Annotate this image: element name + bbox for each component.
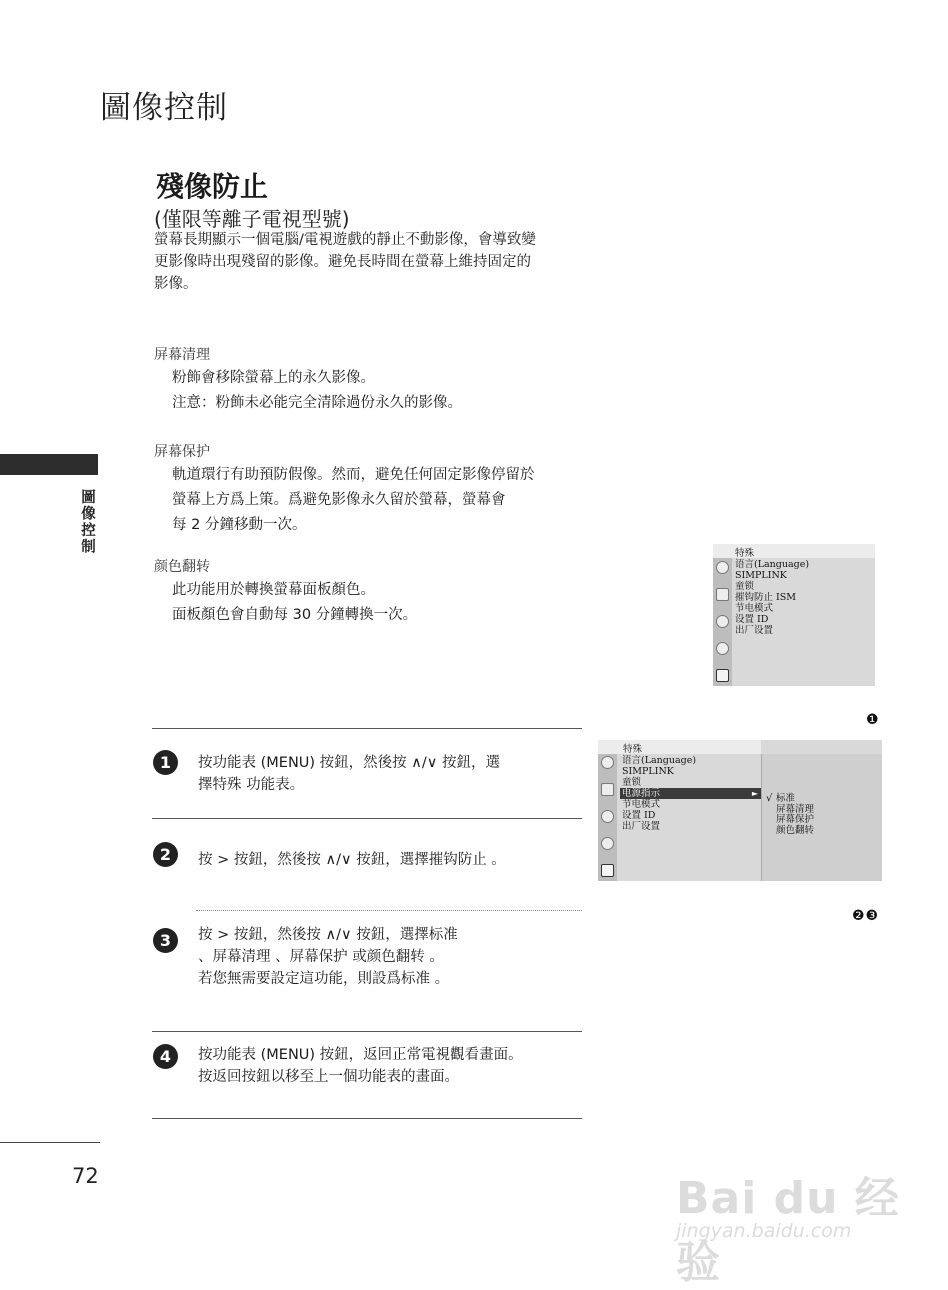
step-2-badge: 2 bbox=[153, 842, 178, 867]
step-2-text bbox=[198, 849, 506, 871]
osd-sub-item: 屏幕保护 bbox=[776, 814, 815, 825]
feature-label-color-invert: 颜色翻转 bbox=[154, 559, 210, 575]
osd-item: SIMPLINK bbox=[622, 766, 674, 777]
osd-item: 出厂设置 bbox=[735, 625, 774, 636]
osd-item: 童锁 bbox=[622, 777, 642, 788]
feature-label-screen-clean: 屏幕清理 bbox=[154, 347, 210, 363]
divider bbox=[152, 818, 582, 819]
osd-item-highlighted bbox=[620, 788, 762, 799]
feature-line: 注意：粉飾未必能完全清除過份永久的影像。 bbox=[172, 395, 462, 411]
osd-submenu bbox=[761, 754, 882, 881]
osd-sub-item: 屏幕清理 bbox=[776, 803, 815, 815]
section-subtitle: (僅限等離子電視型號) bbox=[154, 207, 350, 231]
osd-item: 设置 ID bbox=[735, 614, 769, 625]
special-icon bbox=[601, 864, 614, 877]
osd-menu-2 bbox=[598, 740, 882, 881]
step-line: 擇特殊 功能表。 bbox=[198, 777, 305, 793]
osd-icon-column bbox=[598, 754, 617, 881]
section-intro bbox=[154, 229, 594, 295]
step-line: 按 > 按鈕，然後按 ∧/∨ 按鈕，選擇标准 bbox=[198, 927, 458, 943]
feature-desc-color-invert bbox=[172, 578, 417, 628]
osd-sub-items bbox=[766, 794, 814, 836]
osd-icon-column bbox=[713, 558, 732, 686]
step-line: 按 > 按鈕，然後按 ∧/∨ 按鈕，選擇摧钩防止 。 bbox=[198, 852, 506, 868]
screen-icon bbox=[601, 783, 614, 796]
footer-rule bbox=[0, 1142, 100, 1143]
picture-icon bbox=[716, 561, 729, 574]
step-line: 若您無需要設定這功能，則設爲标准 。 bbox=[198, 971, 450, 987]
clock-icon bbox=[716, 642, 729, 655]
osd-item: 摧钩防止 ISM bbox=[735, 592, 797, 603]
special-icon bbox=[716, 669, 729, 682]
step-line: 按功能表 (MENU) 按鈕，然後按 ∧/∨ 按鈕，選 bbox=[198, 755, 500, 771]
screen-icon bbox=[716, 588, 729, 601]
osd-header bbox=[598, 740, 761, 754]
osd2-caption: ❷❸ bbox=[852, 908, 880, 924]
picture-icon bbox=[601, 756, 614, 769]
step-line: 按返回按鈕以移至上一個功能表的畫面。 bbox=[198, 1069, 459, 1085]
settings-icon bbox=[716, 615, 729, 628]
step-4-badge: 4 bbox=[153, 1044, 178, 1069]
feature-line: 螢幕上方爲上策。爲避免影像永久留於螢幕，螢幕會 bbox=[172, 492, 506, 508]
watermark-logo: Bai du 经验 bbox=[676, 1173, 900, 1288]
intro-line: 螢幕長期顯示一個電腦/電視遊戲的靜止不動影像，會導致變 bbox=[154, 232, 536, 248]
osd-sub-item-selected bbox=[766, 794, 814, 805]
watermark bbox=[676, 1150, 926, 1288]
step-1-text bbox=[198, 752, 500, 796]
clock-icon bbox=[601, 837, 614, 850]
step-line: 、屏幕清理 、屏幕保护 或颜色翻转 。 bbox=[198, 949, 444, 965]
divider bbox=[152, 1118, 582, 1119]
step-3-badge: 3 bbox=[153, 928, 178, 953]
osd-item: 节电模式 bbox=[622, 799, 661, 810]
feature-desc-screen-clean bbox=[172, 366, 462, 416]
osd-item: SIMPLINK bbox=[735, 570, 787, 581]
osd-sub-label: 标准 bbox=[776, 793, 796, 804]
divider bbox=[152, 728, 582, 729]
side-tab-bar bbox=[0, 454, 98, 475]
osd-header bbox=[713, 544, 875, 558]
intro-line: 影像。 bbox=[154, 276, 198, 292]
page-title: 圖像控制 bbox=[100, 90, 228, 126]
feature-line: 面板顏色會自動每 30 分鐘轉換一次。 bbox=[172, 607, 418, 623]
side-tab-label: 圖像控制 bbox=[79, 489, 95, 555]
feature-line: 粉飾會移除螢幕上的永久影像。 bbox=[172, 370, 375, 386]
step-1-badge: 1 bbox=[153, 750, 178, 775]
osd-title: 特殊 bbox=[623, 744, 643, 755]
osd-items bbox=[735, 559, 809, 636]
osd-item-label: 电源指示 bbox=[622, 788, 661, 799]
page-number: 72 bbox=[72, 1164, 99, 1188]
feature-label-screen-protect: 屏幕保护 bbox=[154, 444, 210, 460]
step-4-text bbox=[198, 1044, 523, 1088]
osd-menu-1 bbox=[713, 544, 875, 686]
step-line: 按功能表 (MENU) 按鈕，返回正常電視觀看畫面。 bbox=[198, 1047, 523, 1063]
feature-desc-screen-protect bbox=[172, 463, 535, 538]
osd-item: 节电模式 bbox=[735, 603, 774, 614]
arrow-right-icon: ► bbox=[751, 789, 758, 798]
intro-line: 更影像時出現殘留的影像。避免長時間在螢幕上維持固定的 bbox=[154, 254, 531, 270]
osd-item: 语言(Language) bbox=[622, 755, 697, 766]
check-icon: √ bbox=[766, 793, 773, 804]
osd-item: 设置 ID bbox=[622, 810, 656, 821]
settings-icon bbox=[601, 810, 614, 823]
osd-item: 出厂设置 bbox=[622, 821, 661, 832]
osd1-caption: ❶ bbox=[866, 712, 880, 728]
feature-line: 每 2 分鐘移動一次。 bbox=[172, 517, 307, 533]
osd-item: 童锁 bbox=[735, 581, 755, 592]
osd-sub-item: 颜色翻转 bbox=[776, 824, 815, 836]
feature-line: 軌道環行有助預防假像。然而，避免任何固定影像停留於 bbox=[172, 467, 535, 483]
section-title: 殘像防止 bbox=[156, 170, 269, 203]
dotted-divider bbox=[196, 910, 582, 911]
feature-line: 此功能用於轉換螢幕面板顏色。 bbox=[172, 582, 375, 598]
osd-items bbox=[622, 755, 762, 832]
osd-title: 特殊 bbox=[735, 548, 755, 559]
step-3-text bbox=[198, 924, 458, 990]
watermark-url: jingyan.baidu.com bbox=[676, 1220, 852, 1242]
osd-item: 语言(Language) bbox=[735, 559, 810, 570]
divider bbox=[152, 1031, 582, 1032]
